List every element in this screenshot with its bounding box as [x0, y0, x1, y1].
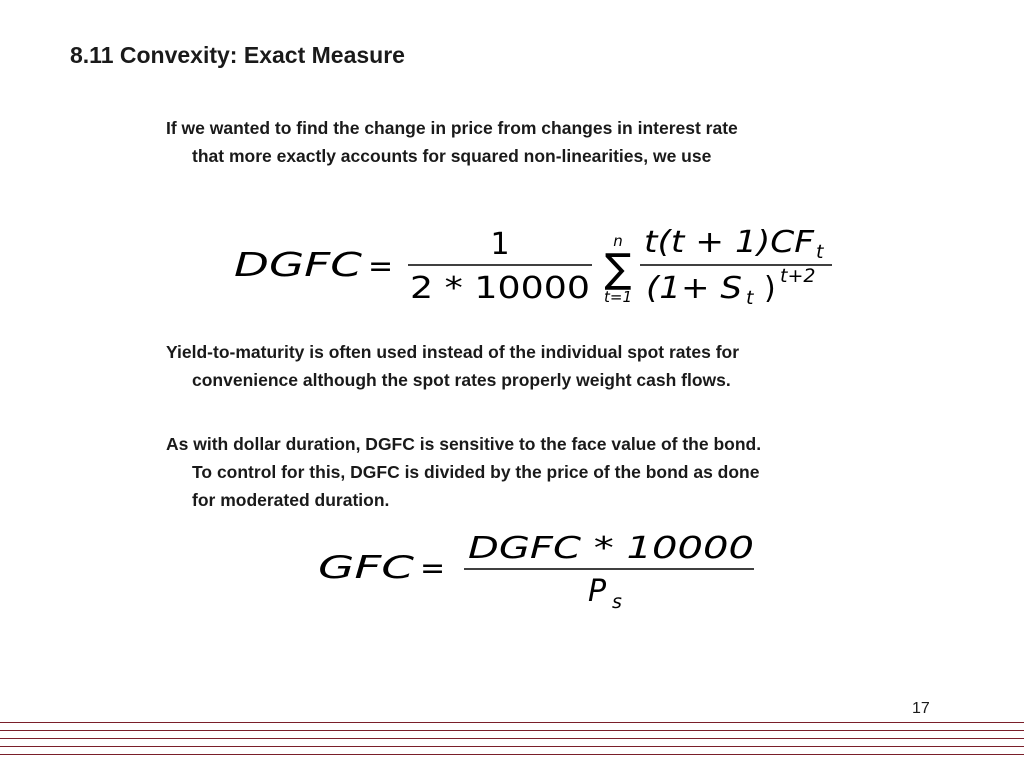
eq2-denominator-subscript: s — [612, 591, 622, 613]
eq2-numerator: DGFC * 10000 — [468, 531, 754, 566]
eq2-equals: = — [420, 551, 446, 586]
eq2-lhs: GFC — [318, 550, 415, 586]
eq1-sum-lower: t=1 — [604, 288, 632, 306]
paragraph-intro — [166, 114, 966, 170]
paragraph-line: Yield-to-maturity is often used instead of the individual spot rates for — [166, 342, 740, 362]
paragraph-line: If we wanted to find the change in price from changes in interest rate — [166, 118, 738, 138]
eq1-equals: = — [368, 249, 394, 284]
gfc-equation — [316, 528, 766, 618]
footer-stripe — [0, 754, 1024, 755]
eq1-term-exponent: t+2 — [780, 265, 816, 287]
eq1-term-numerator-subscript: t — [816, 241, 824, 263]
footer-stripe — [0, 730, 1024, 731]
eq1-term-denominator-close: ) — [764, 271, 776, 306]
dgfc-equation — [232, 210, 842, 320]
eq1-lhs: DGFC — [234, 245, 362, 284]
footer-stripe — [0, 722, 1024, 723]
paragraph-ytm — [166, 338, 966, 394]
footer-stripe — [0, 738, 1024, 739]
eq1-term-denominator-subscript: t — [746, 287, 754, 309]
paragraph-line: convenience although the spot rates properly weight cash flows. — [192, 370, 731, 390]
eq1-term-denominator: (1+ S — [646, 271, 742, 306]
eq1-sum-upper: n — [613, 232, 623, 250]
eq1-sum-sign: ∑ — [604, 246, 632, 292]
paragraph-line: As with dollar duration, DGFC is sensitive to the face value of the bond. — [166, 434, 762, 454]
eq1-fraction-numerator: 1 — [490, 227, 510, 262]
paragraph-line: that more exactly accounts for squared non-linearities, we use — [192, 146, 712, 166]
eq1-term-numerator: t(t + 1)CF — [644, 225, 815, 260]
paragraph-dollar-duration — [166, 430, 966, 514]
paragraph-line: for moderated duration. — [192, 490, 390, 510]
footer-stripes — [0, 722, 1024, 762]
paragraph-line: To control for this, DGFC is divided by the price of the bond as done — [192, 462, 760, 482]
slide-title: 8.11 Convexity: Exact Measure — [70, 42, 405, 68]
page-number: 17 — [912, 700, 930, 717]
eq2-denominator: P — [588, 574, 607, 609]
eq1-fraction-denominator: 2 * 10000 — [410, 271, 590, 306]
footer-stripe — [0, 746, 1024, 747]
